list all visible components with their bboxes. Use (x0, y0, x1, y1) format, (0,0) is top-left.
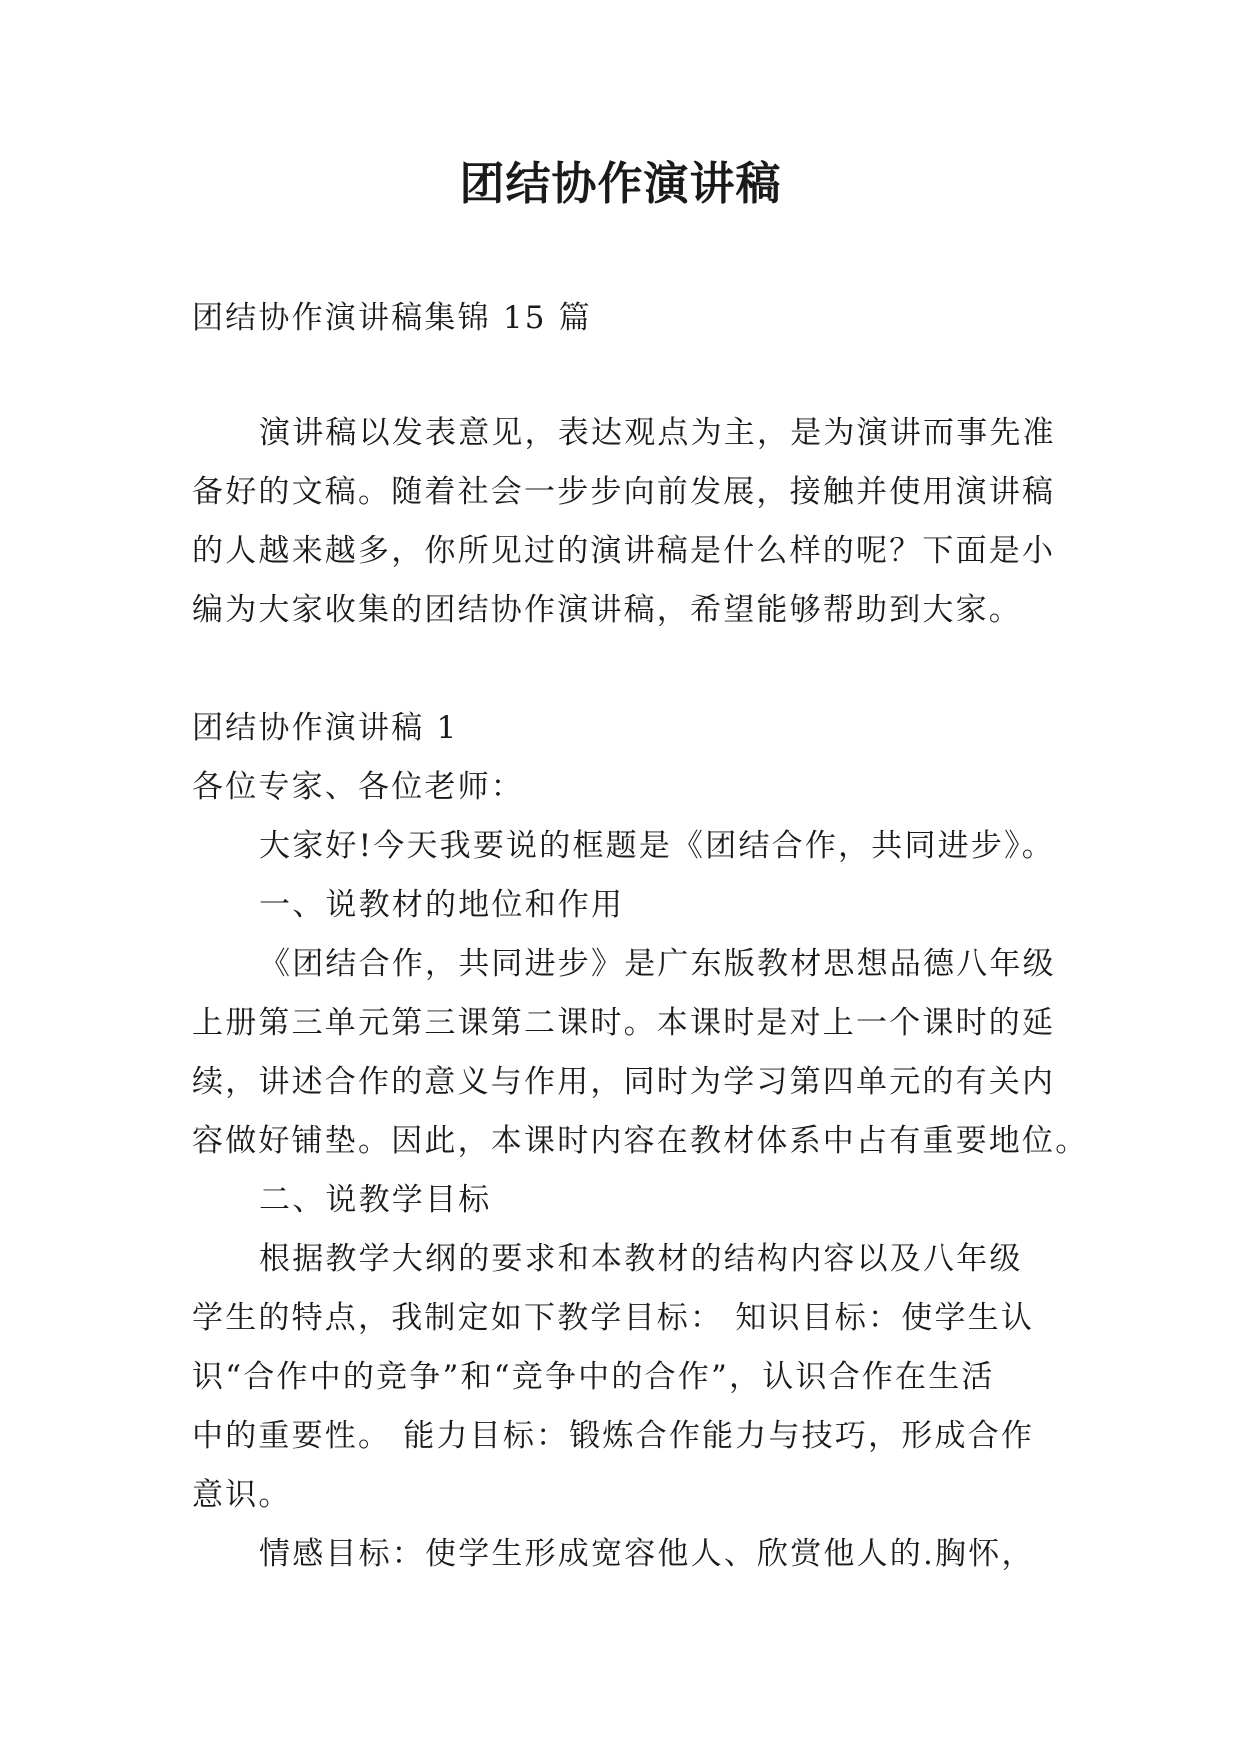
intro-line: 演讲稿以发表意见，表达观点为主，是为演讲而事先准 (259, 415, 1056, 451)
document-title: 团结协作演讲稿 (459, 157, 782, 210)
body-line: 中的重要性。 能力目标：锻炼合作能力与技巧，形成合作 (192, 1418, 1035, 1454)
document-body (192, 289, 1192, 1584)
body-line: 续，讲述合作的意义与作用，同时为学习第四单元的有关内 (192, 1064, 1056, 1100)
paragraph-spacer (192, 348, 1192, 404)
subheading-line: 二、说教学目标 (259, 1182, 492, 1218)
intro-line: 备好的文稿。随着社会一步步向前发展，接触并使用演讲稿 (192, 474, 1056, 510)
body-line: 识“合作中的竞争”和“竞争中的合作”，认识合作在生活 (192, 1359, 995, 1395)
document-subtitle: 团结协作演讲稿集锦 15 篇 (192, 300, 592, 336)
speech-section (192, 699, 1192, 1584)
body-line: 大家好!今天我要说的框题是《团结合作，共同进步》。 (259, 828, 1055, 864)
section-heading: 团结协作演讲稿 1 (192, 710, 459, 746)
body-line: 容做好铺垫。因此，本课时内容在教材体系中占有重要地位。 (192, 1123, 1089, 1159)
salutation-line: 各位专家、各位老师： (192, 769, 524, 805)
body-line: 学生的特点，我制定如下教学目标： 知识目标：使学生认 (192, 1300, 1035, 1336)
body-line: 根据教学大纲的要求和本教材的结构内容以及八年级 (259, 1241, 1023, 1277)
intro-line: 编为大家收集的团结协作演讲稿，希望能够帮助到大家。 (192, 592, 1022, 628)
subheading-line: 一、说教材的地位和作用 (259, 887, 625, 923)
body-line: 意识。 (192, 1477, 292, 1513)
intro-paragraph (192, 404, 1192, 640)
body-line: 《团结合作，共同进步》是广东版教材思想品德八年级 (259, 946, 1056, 982)
intro-line: 的人越来越多，你所见过的演讲稿是什么样的呢？下面是小 (192, 533, 1056, 569)
body-line: 上册第三单元第三课第二课时。本课时是对上一个课时的延 (192, 1005, 1056, 1041)
body-line: 情感目标：使学生形成宽容他人、欣赏他人的.胸怀， (259, 1536, 1035, 1572)
paragraph-spacer (192, 640, 1192, 699)
